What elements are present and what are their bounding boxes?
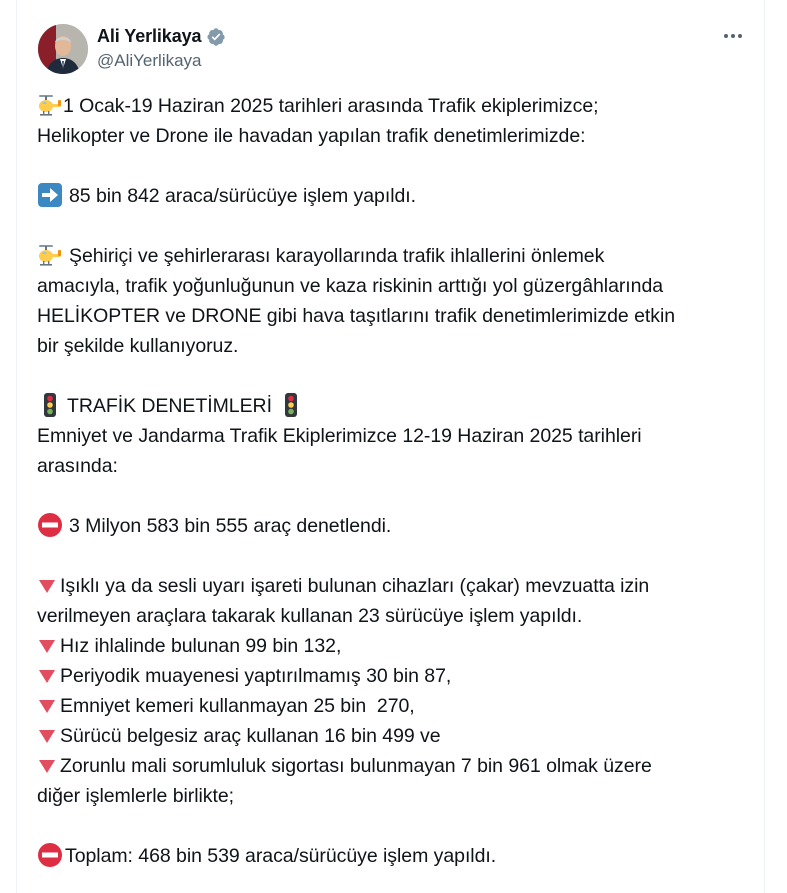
para-text-3: HELİKOPTER ve DRONE gibi hava taşıtlarını trafik denetimlerimizde etkin (37, 305, 676, 327)
bullet-text: Periyodik muayenesi yaptırılmamış 30 bin 87, (60, 665, 452, 687)
helicopter-icon (37, 92, 63, 118)
bullet-text: Zorunlu mali sorumluluk sigortası bulunmayan 7 bin 961 olmak üzere (60, 755, 652, 777)
bullet-text-2: diğer işlemlerle birlikte; (37, 785, 235, 807)
no-entry-icon (37, 512, 63, 538)
author-handle[interactable]: @AliYerlikaya (97, 51, 202, 70)
bullet-item (37, 751, 749, 781)
intro-text-2: Helikopter ve Drone ile havadan yapılan trafik denetimlerimizde: (37, 125, 586, 147)
red-down-triangle-icon (37, 668, 57, 684)
para-text: Şehiriçi ve şehirlerarası karayollarında trafik ihlallerini önlemek (69, 245, 605, 267)
profile-photo (38, 24, 88, 74)
processed-text: 85 bin 842 araca/sürücüye işlem yapıldı. (69, 185, 417, 207)
red-down-triangle-icon (37, 698, 57, 714)
teams-text-2: arasında: (37, 455, 118, 477)
right-arrow-icon (37, 182, 63, 208)
tweet-text (37, 91, 749, 871)
bullet-item (37, 691, 749, 721)
red-down-triangle-icon (37, 578, 57, 594)
author-name[interactable]: Ali Yerlikaya (97, 26, 202, 46)
total-line (37, 841, 749, 871)
helicopter-icon (37, 242, 63, 268)
bullet-text: Emniyet kemeri kullanmayan 25 bin 270, (60, 695, 415, 717)
heading-line (37, 391, 749, 421)
no-entry-icon (37, 842, 63, 868)
bullet-item (37, 571, 749, 601)
inspected-text: 3 Milyon 583 bin 555 araç denetlendi. (69, 515, 392, 537)
intro-text: 1 Ocak-19 Haziran 2025 tarihleri arasında Trafik ekiplerimizce; (63, 95, 599, 117)
bullet-item (37, 721, 749, 751)
red-down-triangle-icon (37, 728, 57, 744)
red-down-triangle-icon (37, 638, 57, 654)
heading-text: TRAFİK DENETİMLERİ (67, 395, 272, 417)
total-text: Toplam: 468 bin 539 araca/sürücüye işlem yapıldı. (65, 845, 497, 867)
para-text-2: amacıyla, trafik yoğunluğunun ve kaza riskinin arttığı yol güzergâhlarında (37, 275, 664, 297)
bullet-item (37, 661, 749, 691)
intro-line (37, 91, 749, 121)
bullet-text: Işıklı ya da sesli uyarı işareti bulunan cihazları (çakar) mevzuatta izin (60, 575, 650, 597)
author-name-row[interactable] (97, 26, 226, 47)
bullet-item (37, 631, 749, 661)
verified-badge-icon (206, 27, 226, 47)
teams-text: Emniyet ve Jandarma Trafik Ekiplerimizce 12-19 Haziran 2025 tarihleri (37, 425, 642, 447)
red-down-triangle-icon (37, 758, 57, 774)
para-line (37, 241, 749, 271)
tweet-card (16, 0, 765, 893)
bullet-text-2: verilmeyen araçlara takarak kullanan 23 sürücüye işlem yapıldı. (37, 605, 583, 627)
avatar[interactable] (38, 24, 88, 74)
bullet-text: Sürücü belgesiz araç kullanan 16 bin 499 ve (60, 725, 441, 747)
para-text-4: bir şekilde kullanıyoruz. (37, 335, 239, 357)
traffic-light-icon (278, 392, 304, 418)
traffic-light-icon (37, 392, 63, 418)
inspected-line (37, 511, 749, 541)
bullet-text: Hız ihlalinde bulunan 99 bin 132, (60, 635, 342, 657)
processed-line (37, 181, 749, 211)
more-options-icon[interactable] (722, 30, 744, 42)
